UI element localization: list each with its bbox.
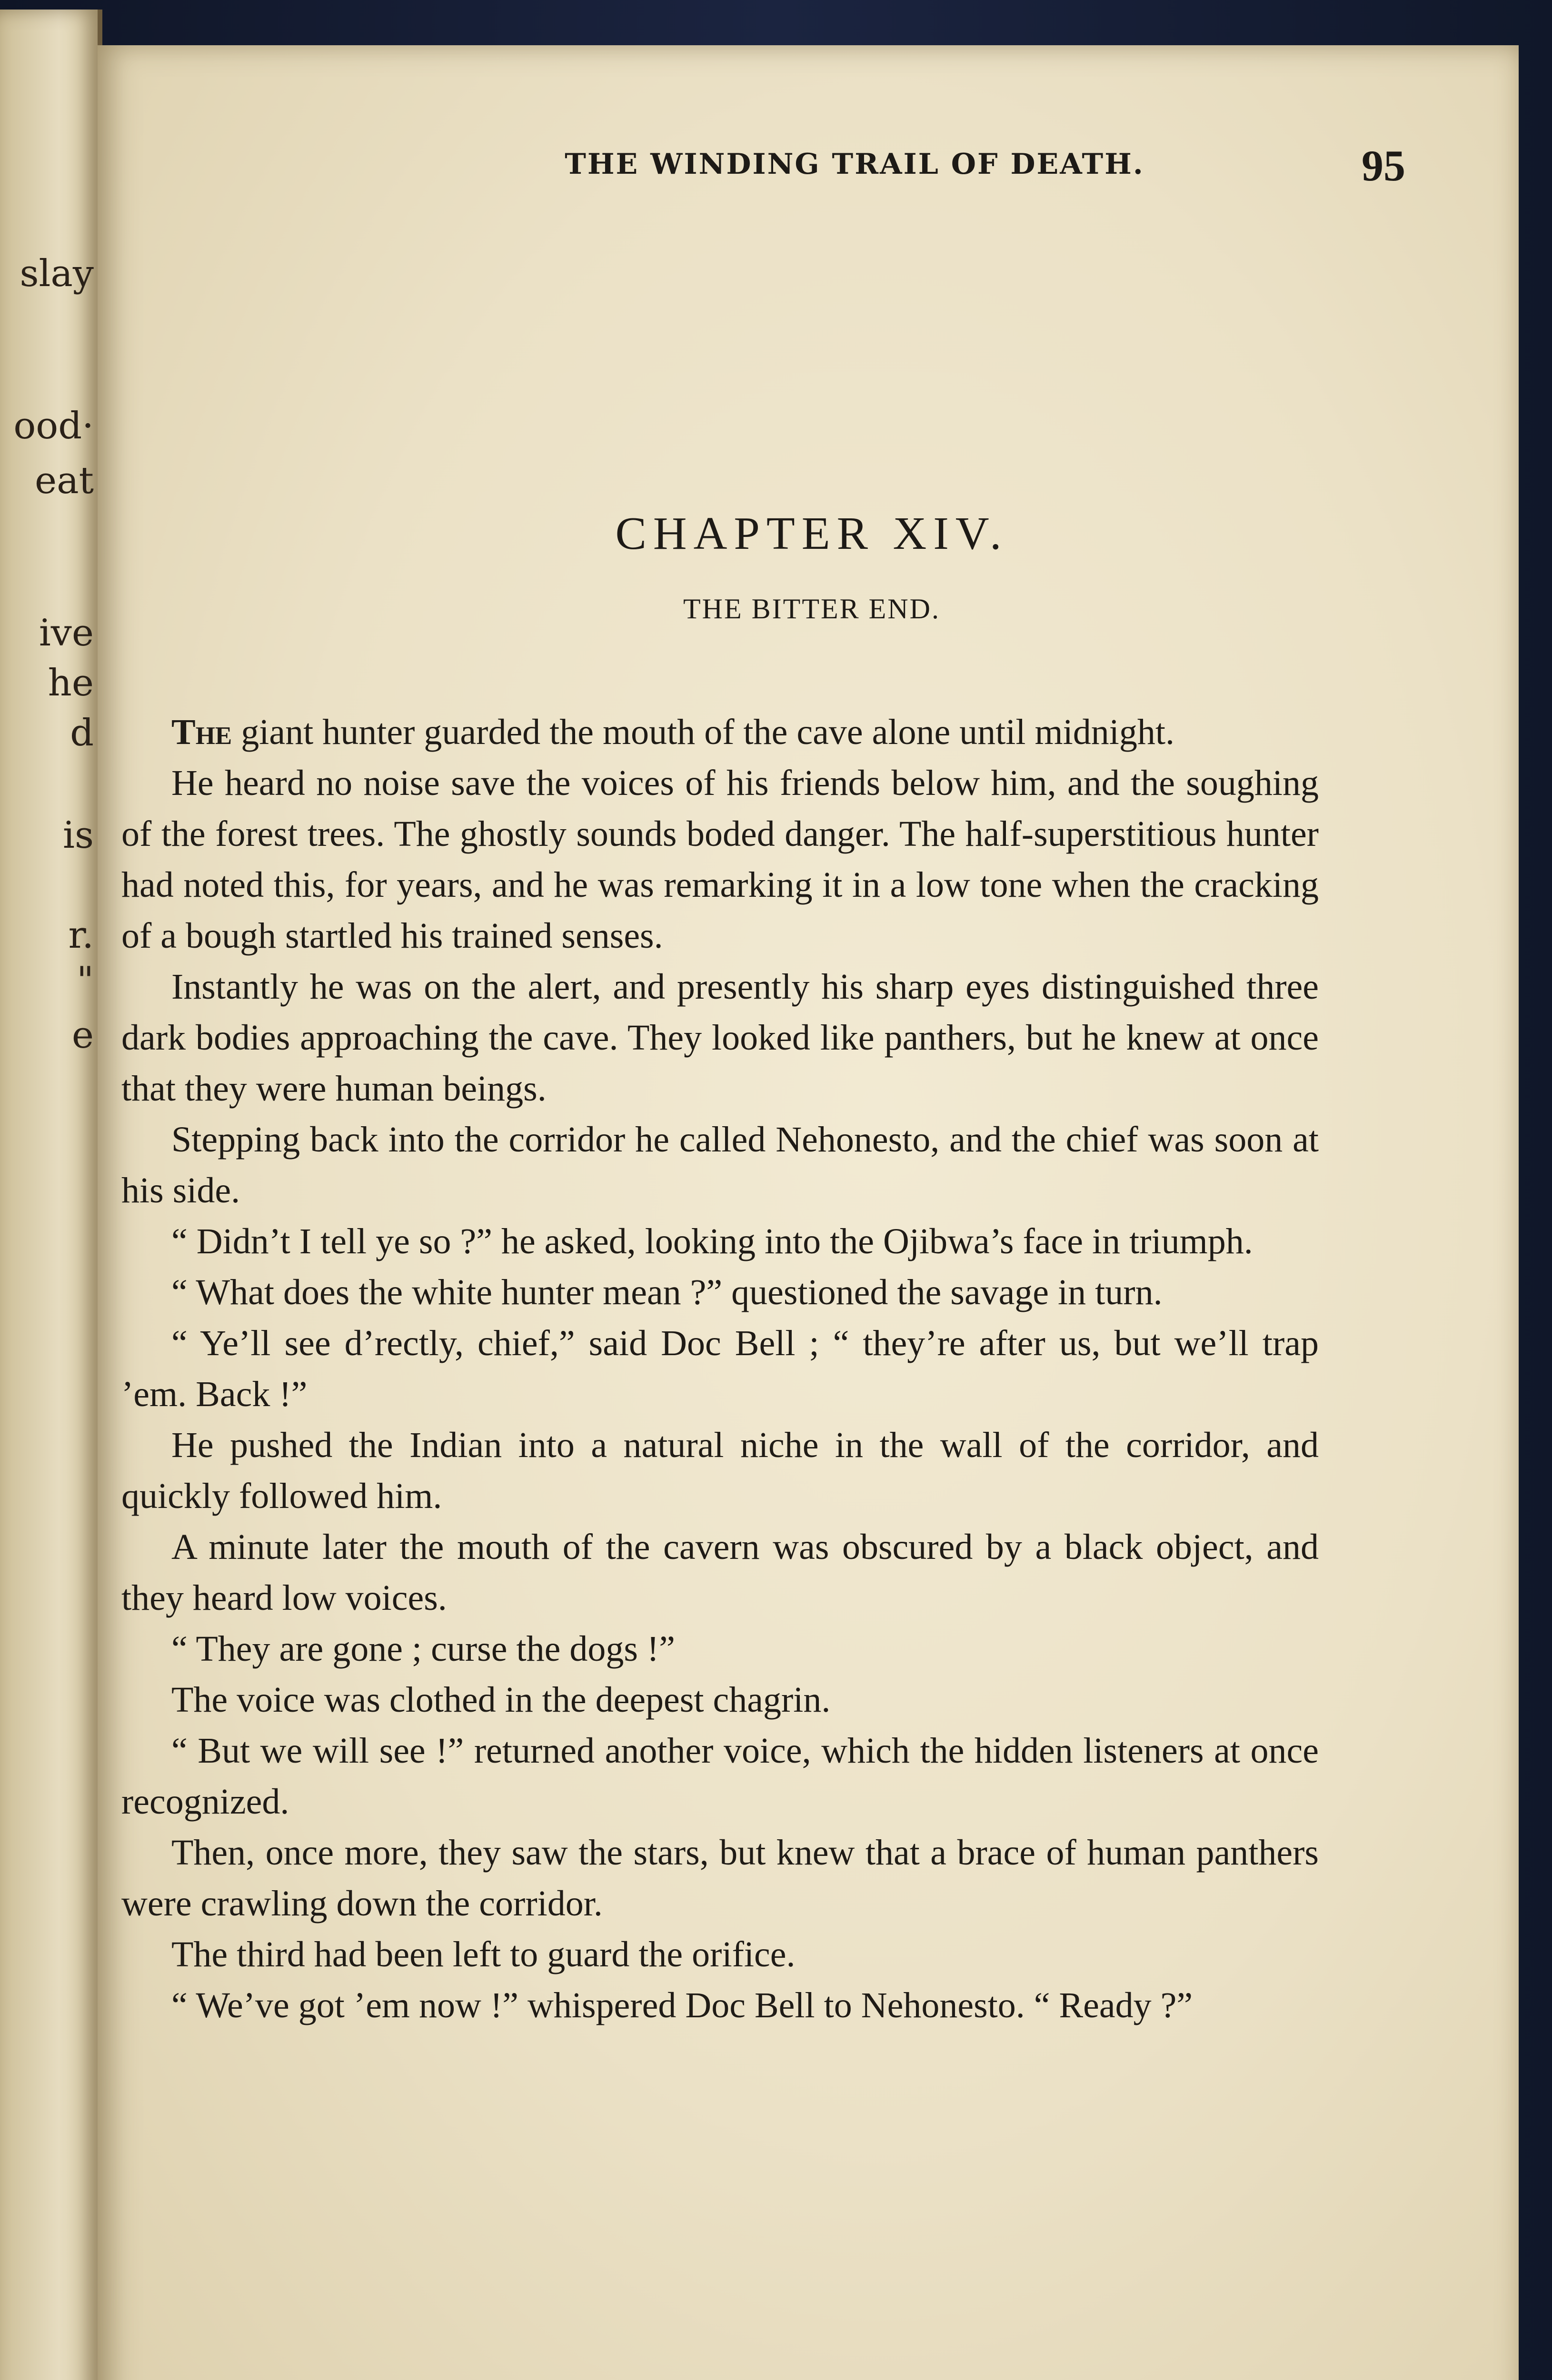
paragraph: A minute later the mouth of the cavern was obscured by a black object, and they heard low voices.: [121, 1527, 1319, 1618]
facing-page-fragment: ": [77, 959, 94, 1002]
facing-page-fragment: ood·: [13, 405, 94, 447]
paragraph: The third had been left to guard the orifice.: [171, 1934, 796, 1974]
facing-page-fragment: he: [48, 662, 94, 704]
paragraph: Stepping back into the corridor he called Nehonesto, and the chief was soon at his side.: [121, 1120, 1319, 1210]
facing-page-fragment: d: [70, 712, 94, 754]
paragraph: “ But we will see !” returned another voice, which the hidden listeners at once recognized.: [121, 1731, 1319, 1822]
running-title: THE WINDING TRAIL OF DEATH.: [565, 148, 1144, 181]
paragraph: Instantly he was on the alert, and presently his sharp eyes distinguished three dark bodies approaching the cave. They looked like panthers, but he knew at once that they were human beings.: [121, 967, 1319, 1109]
paragraph: “ They are gone ; curse the dogs !”: [171, 1629, 675, 1669]
paragraph-text: giant hunter guarded the mouth of the cave alone until midnight.: [232, 712, 1174, 752]
page-number: 95: [1362, 141, 1405, 190]
paragraph: The voice was clothed in the deepest chagrin.: [171, 1680, 831, 1720]
paragraph: [121, 707, 1319, 758]
chapter-subtitle: THE BITTER END.: [683, 593, 940, 625]
facing-page-fragment: slay: [20, 252, 94, 295]
drop-word: The: [171, 712, 232, 752]
paragraph: He heard no noise save the voices of his friends below him, and the soughing of the forest trees. The ghostly sounds boded danger. The half-superstitious hunter had noted this, for years, and he was remarking it in a low tone when the cracking of a bough startled his trained senses.: [121, 763, 1319, 956]
paragraph: He pushed the Indian into a natural niche in the wall of the corridor, and quickly followed him.: [121, 1425, 1319, 1516]
chapter-heading: CHAPTER XIV.: [615, 508, 1008, 559]
facing-page-fragment: eat: [34, 459, 94, 502]
paragraph: Then, once more, they saw the stars, but knew that a brace of human panthers were crawling down the corridor.: [121, 1833, 1319, 1924]
facing-page-fragment: is: [63, 814, 94, 857]
facing-page-edge: [0, 10, 102, 2380]
paragraph: “ We’ve got ’em now !” whispered Doc Bell to Nehonesto. “ Ready ?”: [171, 1985, 1193, 2025]
paragraph: “ Ye’ll see d’rectly, chief,” said Doc Bell ; “ they’re after us, but we’ll trap ’em. Back !”: [121, 1323, 1319, 1414]
book-page: [98, 45, 1519, 2380]
facing-page-fragment: ive: [39, 612, 94, 654]
paragraph: “ Didn’t I tell ye so ?” he asked, looking into the Ojibwa’s face in triumph.: [171, 1221, 1253, 1261]
paragraph: “ What does the white hunter mean ?” questioned the savage in turn.: [171, 1272, 1163, 1312]
facing-page-fragment: r.: [68, 914, 94, 957]
body-text: [121, 707, 1319, 2031]
facing-page-fragment: e: [71, 1014, 94, 1057]
